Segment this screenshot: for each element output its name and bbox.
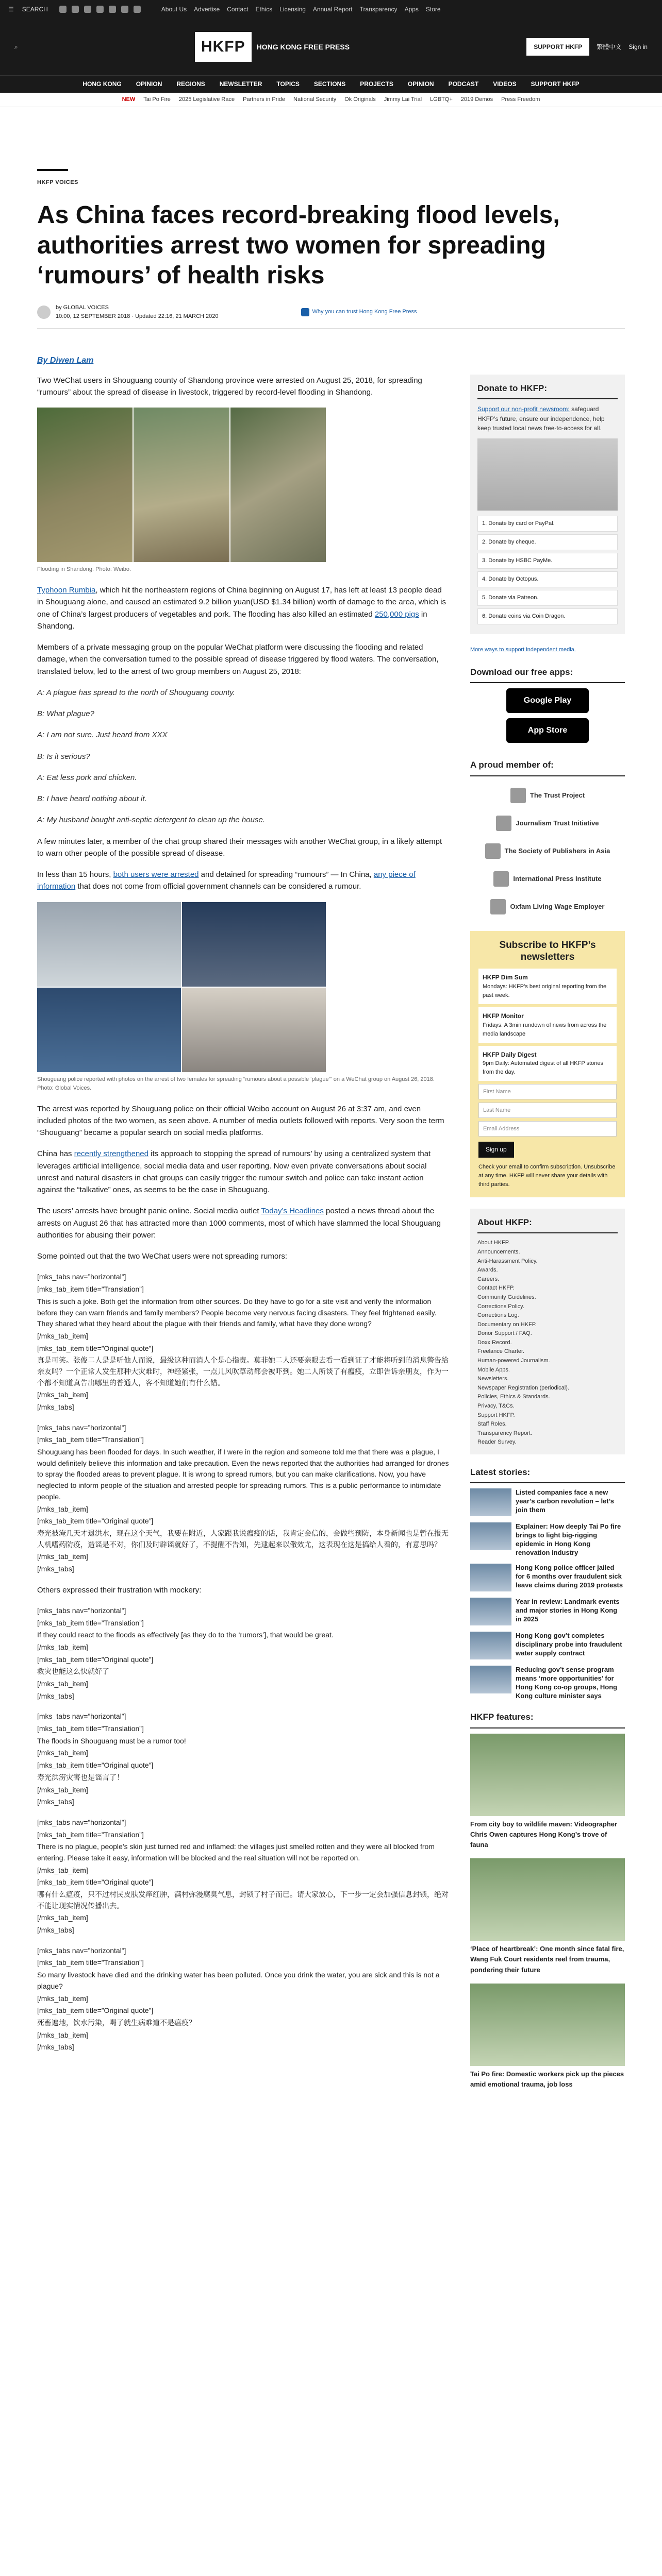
feature-story[interactable]	[470, 1984, 625, 2090]
youtube-icon[interactable]	[96, 6, 104, 13]
features-title: HKFP features:	[470, 1710, 625, 1728]
about-link[interactable]: Announcements.	[477, 1248, 520, 1255]
quote-line: The floods in Shouguang must be a rumor too!	[37, 1736, 186, 1745]
trending-new-label: NEW	[122, 96, 136, 103]
quote-line: [mks_tabs nav=”horizontal”]	[37, 1273, 126, 1281]
article-title: As China faces record-breaking flood levels, authorities arrest two women for spreading ‘rumours’ of health risks	[37, 201, 560, 290]
about-link[interactable]: Corrections Log.	[477, 1312, 519, 1319]
support-button[interactable]: SUPPORT HKFP	[526, 38, 589, 56]
twitter-icon[interactable]	[72, 6, 79, 13]
member-title: A proud member of:	[470, 758, 625, 776]
paragraph: The arrest was reported by Shouguang police on their official Weibo account on August 26 at 3:37 am, and even included photos of the two women, as seen above. A number of media outlets followed with reports. Very soon the term “Shouguang” became a popular search on social media platforms.	[37, 1104, 444, 1138]
quote-line: [mks_tab_item title=”Translation”]	[37, 1830, 144, 1839]
quote-line: [mks_tab_item title=”Translation”]	[37, 1958, 144, 1967]
donate-box: Donate to HKFP: Support our non-profit newsroom: safeguard HKFP’s future, ensure our independence, help keep trusted local news free-to-access for all. 1. Donate by card or PayPal. 2. Donate by cheque. 3. Donate by HSBC PayMe. 4. Donate by Octopus. 5. Donate via Patreon. 6. Donate coins via Coin Dragon.	[470, 375, 625, 634]
trust-project-icon	[510, 788, 526, 803]
trending-item[interactable]: Ok Originals	[344, 96, 376, 103]
story-title: Year in review: Landmark events and major stories in Hong Kong in 2025	[516, 1597, 620, 1623]
nav-item-videos[interactable]: VIDEOS	[493, 80, 517, 88]
donate-option[interactable]: 5. Donate via Patreon.	[477, 590, 618, 606]
byline-author[interactable]: by GLOBAL VOICES	[56, 304, 109, 311]
pigs-link[interactable]: 250,000 pigs	[374, 609, 419, 619]
feature-title: From city boy to wildlife maven: Videographer Chris Owen captures Hong Kong’s trove of fauna	[470, 1820, 618, 1849]
about-link[interactable]: Privacy, T&Cs.	[477, 1403, 515, 1410]
donate-option[interactable]: 2. Donate by cheque.	[477, 534, 618, 550]
donate-image	[477, 438, 618, 511]
quote-line: [mks_tab_item title=”Original quote”]	[37, 1655, 154, 1664]
telegram-icon[interactable]	[121, 6, 128, 13]
meta-divider	[37, 328, 625, 329]
signin-link[interactable]: Sign in	[628, 43, 648, 50]
donate-option[interactable]: 1. Donate by card or PayPal.	[477, 516, 618, 532]
story-title: Hong Kong police officer jailed for 6 months over fraudulent sick leave claims during 2019 protests	[516, 1563, 623, 1589]
quote-line: [/mks_tabs]	[37, 1926, 74, 1935]
article-body	[37, 375, 450, 2098]
paragraph: In less than 15 hours, both users were arrested and detained for spreading “rumours” — In China, any piece of information that does not come from official government channels can be considered a rumour.	[37, 870, 416, 891]
about-link[interactable]: Newsletters.	[477, 1376, 509, 1382]
about-link[interactable]: Staff Roles.	[477, 1421, 507, 1428]
nav-item-newsletter[interactable]: NEWSLETTER	[219, 80, 262, 88]
newsletter-option[interactable]: HKFP Daily Digest 9pm Daily: Automated digest of all HKFP stories from the day.	[478, 1046, 617, 1081]
member-logo[interactable]: International Press Institute	[470, 865, 625, 893]
quote-line: [mks_tab_item title=”Translation”]	[37, 1618, 144, 1627]
paragraph: Members of a private messaging group on the popular WeChat platform were discussing the flooding and related damage, when the conversation turned to the possible spread of disease triggered by flood waters. The conversation, translated below, led to the arrest of two group members on August 25, 2018:	[37, 643, 439, 676]
nav-item-hong-kong[interactable]: HONG KONG	[82, 80, 122, 88]
about-link[interactable]: Awards.	[477, 1267, 498, 1274]
quote-line: [mks_tabs nav=”horizontal”]	[37, 1606, 126, 1615]
quote-line: 死畜遍地，饮水污染，喝了就生病难道不是瘟疫？	[37, 2018, 196, 2027]
site-header	[0, 19, 662, 75]
magnifier-icon: ⌕	[14, 43, 18, 50]
convo-line: B: I have heard nothing about it.	[37, 794, 147, 804]
about-link[interactable]: Reader Survey.	[477, 1439, 517, 1446]
ipi-icon	[493, 871, 509, 887]
author-link[interactable]: By Diwen Lam	[37, 355, 94, 365]
trending-bar	[0, 93, 662, 107]
donate-link[interactable]: Support our non-profit newsroom:	[477, 405, 570, 413]
story-thumbnail	[470, 1564, 511, 1591]
about-link[interactable]: Support HKFP.	[477, 1412, 515, 1418]
quote-line: [/mks_tab_item]	[37, 1504, 88, 1513]
convo-line: A: Eat less pork and chicken.	[37, 773, 137, 782]
utility-link-advertise[interactable]: Advertise	[194, 5, 220, 13]
figure-caption: Flooding in Shandong. Photo: Weibo.	[37, 566, 131, 573]
quote-block	[37, 1422, 450, 1575]
subscribe-note: Check your email to confirm subscription. Unsubscribe at any time. HKFP will never share your details with third parties.	[478, 1163, 616, 1188]
utility-link-contact[interactable]: Contact	[227, 5, 249, 13]
quote-blocks	[37, 1272, 450, 1574]
quote-line: 寿光被淹几天才退洪水，现在这个天气，我要在附近，人家跟我说瘟疫的话，我肯定会信的，会做些预防，本身新闻也是暂在报无人机嗜药防疫，造谣是不对，你们及时辟谣就好了，不提醒不告知，先逮起来以儆效尤，这表现在这是搞给人看的，有意思吗？	[37, 1529, 449, 1549]
last-name-field[interactable]: Last Name	[478, 1103, 617, 1118]
quote-block	[37, 1711, 450, 1808]
about-link[interactable]: Doxx Record.	[477, 1339, 512, 1346]
quote-line: [/mks_tab_item]	[37, 2030, 88, 2039]
utility-link-apps[interactable]: Apps	[404, 5, 419, 13]
paragraph: Two WeChat users in Shouguang county of Shandong province were arrested on August 25, 2018, for spreading “rumours” about the spread of disease in livestock, triggered by record-level flooding in Shandong.	[37, 376, 422, 397]
member-logo[interactable]: Oxfam Living Wage Employer	[470, 893, 625, 921]
nav-item-sections[interactable]: SECTIONS	[313, 80, 346, 88]
trending-item[interactable]: Partners in Pride	[243, 96, 286, 103]
quote-line: Shouguang has been flooded for days. In such weather, if I were in the region and someone told me that there was a plague, I would definitely believe this information and take precaution. Even the news reported that the authorities had arranged for drones to spray the flooded areas to prevent plague. It is wrong to spread rumors, but you can make clarifications. Now, you have neglected to inform people of the situation and arrested people for spreading rumors. This is a public performance to intimidate people.	[37, 1448, 449, 1501]
latest-story[interactable]	[470, 1598, 625, 1625]
quote-line: [mks_tab_item title=”Translation”]	[37, 1724, 144, 1733]
arrest-photo[interactable]	[37, 902, 326, 1072]
about-link[interactable]: Community Guidelines.	[477, 1294, 536, 1300]
social-icons	[59, 6, 141, 13]
about-link[interactable]: Policies, Ethics & Standards.	[477, 1394, 550, 1400]
nav-item-regions[interactable]: REGIONS	[176, 80, 205, 88]
quote-line: There is no plague, people’s skin just turned red and inflamed: the villages just smelled rotten and they were all blocked from entering. Please take it easy, information will be blocked and the real situation will not be reported on.	[37, 1842, 435, 1862]
nav-item-opinion-2[interactable]: OPINION	[407, 80, 434, 88]
article-kicker[interactable]: HKFP VOICES	[37, 179, 78, 185]
logo-words: HONG KONG FREE PRESS	[256, 42, 350, 51]
quote-block	[37, 1272, 450, 1413]
search-link[interactable]: SEARCH	[22, 5, 48, 13]
quote-line: 救灾也能这么快就好了	[37, 1667, 109, 1676]
feature-image	[470, 1984, 625, 2066]
quote-line: [/mks_tabs]	[37, 1564, 74, 1573]
paragraph: A few minutes later, a member of the chat group shared their messages with another WeChat group, in a likely attempt to warn other people of the possible spread of disease.	[37, 837, 442, 858]
feature-title: Tai Po fire: Domestic workers pick up the pieces amid emotional trauma, job loss	[470, 2070, 624, 2088]
member-logo[interactable]: The Trust Project	[470, 782, 625, 809]
header-search[interactable]	[14, 42, 18, 52]
byline-date: 10:00, 12 SEPTEMBER 2018 · Updated 22:16, 21 MARCH 2020	[56, 313, 219, 319]
about-link[interactable]: Donor Support / FAQ.	[477, 1330, 532, 1337]
figure-caption: Shouguang police reported with photos on the arrest of two females for spreading “rumours about a possible ‘plague’” on a WeChat group on August 26, 2018. Photo: Global Voices.	[37, 1076, 435, 1091]
more-ways-link[interactable]: More ways to support independent media.	[470, 646, 576, 653]
donate-option[interactable]: 4. Donate by Octopus.	[477, 571, 618, 587]
quote-line: [/mks_tabs]	[37, 2043, 74, 2052]
trending-item[interactable]: Jimmy Lai Trial	[384, 96, 422, 103]
quote-line: [/mks_tab_item]	[37, 1331, 88, 1340]
feature-image	[470, 1858, 625, 1941]
story-title: Hong Kong gov’t completes disciplinary probe into fraudulent water supply contract	[516, 1631, 622, 1657]
search-icon[interactable]: ☰	[8, 5, 14, 13]
newsletter-box	[470, 931, 625, 1197]
trust-icon	[301, 308, 309, 316]
story-title: Explainer: How deeply Tai Po fire brings to light big-rigging epidemic in Hong Kong renovation industry	[516, 1522, 621, 1557]
story-title: Listed companies face a new year’s carbon revolution – let’s join them	[516, 1488, 614, 1514]
facebook-icon[interactable]	[59, 6, 67, 13]
paragraph: Others expressed their frustration with mockery:	[37, 1585, 202, 1595]
jti-icon	[496, 816, 511, 831]
quote-line: [mks_tabs nav=”horizontal”]	[37, 1423, 126, 1432]
trending-item[interactable]: National Security	[293, 96, 337, 103]
about-link[interactable]: Documentary on HKFP.	[477, 1321, 537, 1328]
quote-line: [/mks_tab_item]	[37, 1749, 88, 1757]
logo-mark: HKFP	[195, 32, 252, 62]
quote-line: [mks_tab_item title=”Original quote”]	[37, 1878, 154, 1887]
latest-story[interactable]	[470, 1488, 625, 1516]
about-link[interactable]: Corrections Policy.	[477, 1303, 524, 1310]
paragraph: Some pointed out that the two WeChat users were not spreading rumors:	[37, 1252, 287, 1261]
convo-line: A: My husband bought anti-septic detergent to clean up the house.	[37, 816, 265, 825]
story-thumbnail	[470, 1522, 511, 1550]
about-link[interactable]: Transparency Report.	[477, 1430, 532, 1436]
quote-line: 寿光洪涝灾害也是谣言了！	[37, 1773, 124, 1782]
newsletter-option[interactable]: HKFP Monitor Fridays: A 3min rundown of news from across the media landscape	[478, 1007, 617, 1043]
about-link[interactable]: Careers.	[477, 1276, 500, 1282]
quote-line: [/mks_tab_item]	[37, 1913, 88, 1922]
quote-line: This is such a joke. Both get the information from other sources. Do they have to go for a site visit and verify the information before they can warn friends and family members? People become very nervous facing disasters. They feel frightened easily. They shared what they heard about the plague with their friends and family, what have they done wrong?	[37, 1297, 437, 1328]
latest-title: Latest stories:	[470, 1466, 625, 1483]
instagram-icon[interactable]	[84, 6, 91, 13]
latest-story[interactable]	[470, 1522, 625, 1557]
utility-link-transparency[interactable]: Transparency	[359, 5, 398, 13]
about-link[interactable]: Anti-Harassment Policy.	[477, 1258, 538, 1264]
quote-line: [/mks_tab_item]	[37, 1552, 88, 1561]
about-title: About HKFP:	[477, 1216, 618, 1233]
arrest-link[interactable]: both users were arrested	[113, 870, 199, 879]
google-play-button[interactable]: Google Play	[506, 688, 589, 713]
quote-line: 真是可笑。张俊二人是是听他人而说，最级这种而消人个是心指责。莫非她二人还要亲眼去看一看到证了才能将听到的消息警告给亲友吗？一个正常人发生那种大灾难时，神经紧张，一点儿风吹草动都会被吓到。她二人所谈了有瘟疫，立即告诉亲朋友，作为一个都不知道真告出哪里的普通人，客不知道她们有什么错。	[37, 1356, 449, 1387]
story-title: Reducing gov’t sense program means ‘more opportunities’ for Hong Kong co-op groups, Hong Kong culture minister says	[516, 1665, 618, 1700]
site-logo[interactable]	[195, 32, 350, 62]
quote-line: [mks_tab_item title=”Original quote”]	[37, 1517, 154, 1526]
latest-story[interactable]	[470, 1564, 625, 1591]
donate-option[interactable]: 3. Donate by HSBC PayMe.	[477, 553, 618, 569]
sidebar	[470, 375, 625, 2098]
quote-line: [/mks_tab_item]	[37, 1994, 88, 2003]
trending-item[interactable]: Press Freedom	[501, 96, 540, 103]
donate-title: Donate to HKFP:	[477, 382, 618, 399]
nav-item-podcast[interactable]: PODCAST	[448, 80, 479, 88]
nav-item-projects[interactable]: PROJECTS	[360, 80, 393, 88]
quote-line: [/mks_tab_item]	[37, 1642, 88, 1651]
utility-links	[161, 5, 441, 14]
flood-photo[interactable]	[37, 408, 326, 562]
story-thumbnail	[470, 1666, 511, 1693]
feature-story[interactable]	[470, 1734, 625, 1850]
trending-item[interactable]: 2019 Demos	[460, 96, 493, 103]
trust-link[interactable]	[301, 308, 417, 316]
top-utility-bar	[0, 0, 662, 19]
quote-block	[37, 1945, 450, 2053]
flood-figure	[37, 408, 450, 574]
nav-item-support[interactable]: SUPPORT HKFP	[531, 80, 580, 88]
utility-link-about[interactable]: About Us	[161, 5, 187, 13]
about-link[interactable]: Freelance Charter.	[477, 1348, 525, 1355]
nav-item-topics[interactable]: TOPICS	[276, 80, 300, 88]
utility-link-licensing[interactable]: Licensing	[279, 5, 306, 13]
quote-line: [mks_tab_item title=”Original quote”]	[37, 2006, 154, 2015]
quote-block	[37, 1605, 450, 1702]
about-link[interactable]: Contact HKFP.	[477, 1285, 515, 1292]
trust-label: Why you can trust Hong Kong Free Press	[312, 309, 417, 315]
author-avatar	[37, 306, 51, 319]
byline	[37, 303, 219, 321]
utility-link-annual-report[interactable]: Annual Report	[312, 5, 353, 13]
first-name-field[interactable]: First Name	[478, 1084, 617, 1099]
trending-item[interactable]: 2025 Legislative Race	[178, 96, 235, 103]
convo-line: A: I am not sure. Just heard from XXX	[37, 731, 168, 740]
info-link[interactable]: any piece of information	[37, 870, 416, 891]
quote-line: [/mks_tab_item]	[37, 1785, 88, 1794]
paragraph: The users’ arrests have brought panic online. Social media outlet Today’s Headlines posted a news thread about the arrests on August 26 that has attracted more than 1000 comments, most of which have slammed the local Shouguang authorities for abusing their power:	[37, 1207, 441, 1240]
quote-line: [/mks_tab_item]	[37, 1680, 88, 1688]
member-logo[interactable]: The Society of Publishers in Asia	[470, 837, 625, 865]
story-thumbnail	[470, 1632, 511, 1659]
quote-line: [mks_tab_item title=”Original quote”]	[37, 1344, 154, 1352]
signup-button[interactable]: Sign up	[478, 1142, 514, 1158]
about-link[interactable]: Mobile Apps.	[477, 1366, 510, 1373]
trending-item[interactable]: Tai Po Fire	[143, 96, 171, 103]
quote-line: [/mks_tabs]	[37, 1691, 74, 1700]
app-store-button[interactable]: App Store	[506, 718, 589, 743]
quote-line: [mks_tab_item title=”Original quote”]	[37, 1761, 154, 1770]
quote-line: [mks_tab_item title=”Translation”]	[37, 1285, 144, 1294]
convo-line: B: What plague?	[37, 709, 94, 719]
subscribe-title: Subscribe to HKFP’s newsletters	[499, 939, 596, 963]
sopa-icon	[485, 843, 501, 859]
typhoon-link[interactable]: Typhoon Rumbia	[37, 586, 96, 595]
utility-link-store[interactable]: Store	[425, 5, 441, 13]
kicker-rule	[37, 169, 68, 171]
quote-line: [/mks_tab_item]	[37, 1866, 88, 1874]
quote-line: [mks_tabs nav=”horizontal”]	[37, 1818, 126, 1826]
latest-story[interactable]	[470, 1666, 625, 1701]
latest-story[interactable]	[470, 1632, 625, 1659]
nav-item-opinion[interactable]: OPINION	[136, 80, 162, 88]
story-thumbnail	[470, 1488, 511, 1516]
paragraph: China has recently strengthened its approach to stopping the spread of rumours’ by using a centralized system that leverages artificial intelligence, social media data and user reporting. Now even private conversations about social unrest and natural disasters in chat groups can easily trigger the rumour switch and police can take instant action against the “talkative” ones, as seems to be the case in Shouguang.	[37, 1149, 431, 1195]
convo-line: A: A plague has spread to the north of Shouguang county.	[37, 688, 235, 697]
rss-icon[interactable]	[134, 6, 141, 13]
utility-link-ethics[interactable]: Ethics	[255, 5, 273, 13]
apps-title: Download our free apps:	[470, 666, 625, 683]
feature-story[interactable]	[470, 1858, 625, 1975]
quote-line: If they could react to the floods as effectively [as they do to the ‘rumors’], that would be great.	[37, 1631, 334, 1639]
quote-block	[37, 1817, 450, 1936]
trending-item[interactable]: LGBTQ+	[430, 96, 453, 103]
strengthened-link[interactable]: recently strengthened	[74, 1149, 148, 1159]
feature-image	[470, 1734, 625, 1816]
about-link[interactable]: Human-powered Journalism.	[477, 1358, 550, 1364]
quote-line: [mks_tabs nav=”horizontal”]	[37, 1946, 126, 1955]
language-link[interactable]: 繁體中文	[597, 43, 622, 50]
oxfam-icon	[490, 899, 506, 914]
convo-line: B: Is it serious?	[37, 752, 90, 761]
paragraph: Typhoon Rumbia, which hit the northeastern regions of China beginning on August 17, has left at least 13 people dead in Shouguang alone, and caused an estimated 9.2 billion yuan(USD $1.34 billion) worth of damage to the area, which is one of China’s largest producers of vegetables and pork. The flooding has also killed an estimated 250,000 pigs in Shandong.	[37, 586, 446, 631]
quote-blocks	[37, 1605, 450, 2053]
quote-line: 哪有什么瘟疫，只不过村民皮肤发痒红肿，满村弥漫腐臭气息，封锁了村子而已。请大家放心，下一步一定会加强信息封锁，绝对不能让现实情况传播出去。	[37, 1890, 449, 1910]
quote-line: [mks_tab_item title=”Translation”]	[37, 1435, 144, 1444]
quote-line: [mks_tabs nav=”horizontal”]	[37, 1712, 126, 1721]
newsletter-option[interactable]: HKFP Dim Sum Mondays: HKFP’s best original reporting from the past week.	[478, 969, 617, 1004]
donate-option[interactable]: 6. Donate coins via Coin Dragon.	[477, 608, 618, 624]
email-field[interactable]: Email Address	[478, 1121, 617, 1137]
member-logo[interactable]: Journalism Trust Initiative	[470, 809, 625, 837]
quote-line: [/mks_tabs]	[37, 1403, 74, 1412]
about-link[interactable]: About HKFP.	[477, 1240, 510, 1246]
quote-line: So many livestock have died and the drinking water has been polluted. Once you drink the water, you are sick and this is not a plague?	[37, 1971, 440, 1990]
arrest-figure	[37, 902, 450, 1093]
quote-line: [/mks_tab_item]	[37, 1391, 88, 1399]
about-box	[470, 1209, 625, 1454]
main-nav	[0, 75, 662, 93]
about-link[interactable]: Newspaper Registration (periodical).	[477, 1384, 569, 1391]
feature-title: ‘Place of heartbreak’: One month since fatal fire, Wang Fuk Court residents reel from trauma, pondering their future	[470, 1945, 624, 1974]
story-thumbnail	[470, 1598, 511, 1625]
linkedin-icon[interactable]	[109, 6, 116, 13]
quote-line: [/mks_tabs]	[37, 1798, 74, 1806]
headlines-link[interactable]: Today’s Headlines	[261, 1207, 324, 1216]
